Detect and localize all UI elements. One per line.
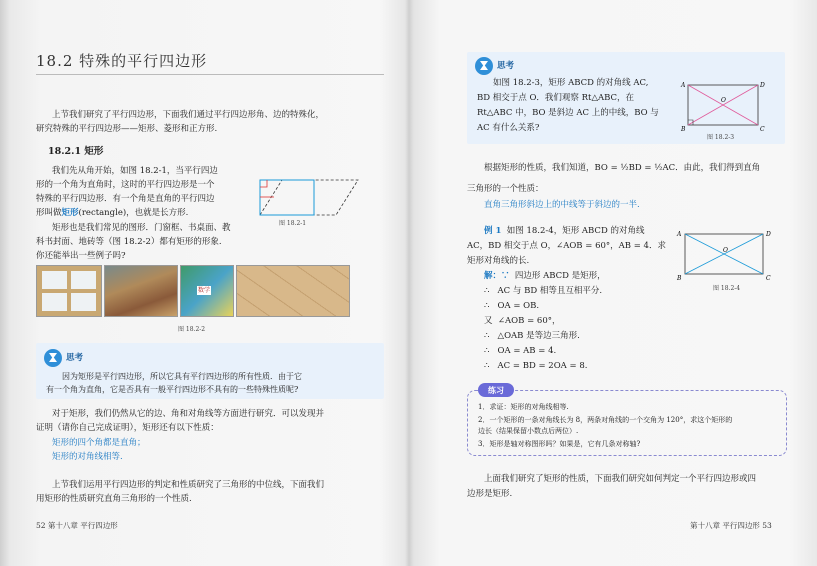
exercise-2b: 边长（结果保留小数点后两位）.: [478, 427, 579, 435]
sol-sym-2: ∴: [484, 286, 490, 296]
book-cover-label: 数学: [198, 287, 211, 294]
think-label-right: 思考: [497, 61, 515, 71]
solution-4: [484, 315, 561, 328]
sol-text-7: AC = BD = 2OA = 8.: [497, 361, 588, 371]
sol-sym-5: ∴: [484, 331, 490, 341]
intro-line-1: 上节我们研究了平行四边形，下面我们通过平行四边形角、边的特殊化，: [52, 110, 325, 120]
exercise-1: 1．求证：矩形的对角线相等.: [478, 403, 569, 411]
p1-line-3: 特殊的平行四边形．有一个角是直角的平行四边: [36, 194, 215, 204]
solution-3: [484, 300, 539, 313]
think-right-1: 如图 18.2-3，矩形 ABCD 的对角线 AC,: [493, 78, 649, 88]
exercise-2: 2．一个矩形的一条对角线长为 8，两条对角线的一个交角为 120°，求这个矩形的: [478, 416, 733, 424]
sol-sym-4: 又: [484, 316, 493, 326]
right-end-2: 边形是矩形.: [467, 489, 513, 499]
term-rectangle: 矩形: [61, 208, 79, 218]
section-heading: 18.2.1 矩形: [48, 146, 104, 157]
think-right-2: BD 相交于点 O．我们观察 Rt△ABC，在: [477, 93, 635, 103]
left-footer: 52 第十八章 平行四边形: [36, 521, 118, 530]
sol-text-3: OA = OB.: [497, 301, 540, 311]
sol-text-4: ∠AOB = 60°，: [497, 316, 561, 326]
sol-text-5: △OAB 是等边三角形.: [497, 331, 580, 341]
fig3-point-d: D: [760, 82, 765, 89]
fig3-caption: 图 18.2-3: [707, 134, 735, 141]
p2-line-1: 矩形也是我们常见的图形．门窗框、书桌面、教: [52, 223, 231, 233]
fig4-point-o: O: [723, 247, 728, 254]
p1-line-4-tail: (rectangle)，也就是长方形.: [78, 208, 189, 218]
fig4-point-c: C: [766, 275, 771, 282]
right-p1-a: 根据矩形的性质，我们知道，BO = ½BD = ½AC．由此，我们得到直角: [484, 163, 761, 173]
sol-text-6: OA = AB = 4.: [497, 346, 557, 356]
fig3-point-b: B: [681, 126, 686, 132]
p4-line-1: 上节我们运用平行四边形的判定和性质研究了三角形的中位线，下面我们: [52, 480, 325, 490]
exercise-3: 3．矩形是轴对称图形吗？如果是，它有几条对称轴?: [478, 440, 641, 448]
think-text-1: 因为矩形是平行四边形，所以它具有平行四边形的所有性质．由于它: [62, 372, 302, 381]
sol-text-2: AC 与 BD 相等且互相平分.: [497, 286, 603, 296]
figure-18-2-4: [675, 228, 775, 284]
solution-1: [484, 270, 606, 283]
example-line-1: [484, 225, 644, 238]
intro-line-2: 研究特殊的平行四边形——矩形、菱形和正方形.: [36, 124, 218, 134]
fig4-caption: 图 18.2-4: [713, 285, 741, 292]
think-right-4: AC 有什么关系?: [477, 123, 540, 133]
fig4-point-a: A: [677, 231, 682, 238]
p3-line-2: 证明（请你自己完成证明），矩形还有以下性质：: [36, 423, 219, 433]
solution-5: [484, 330, 580, 343]
exercise-label: 练习: [478, 383, 514, 397]
figure-18-2-3: [680, 80, 768, 132]
page-title: 18.2 特殊的平行四边形: [36, 52, 208, 70]
think-icon-right: [475, 57, 493, 75]
fig3-point-o: O: [721, 97, 726, 104]
example-line-3: 矩形对角线的长.: [467, 256, 530, 266]
solution-2: [484, 285, 602, 298]
right-property: 直角三角形斜边上的中线等于斜边的一半.: [484, 200, 640, 210]
right-p1-b: 三角形的一个性质：: [467, 184, 544, 194]
p4-line-2: 用矩形的性质研究直角三角形的一个性质.: [36, 494, 192, 504]
fig3-point-a: A: [681, 82, 686, 89]
exercise-box: [467, 385, 787, 456]
sol-sym-1: 解：∵: [484, 271, 510, 281]
fig1-caption: 图 18.2-1: [279, 220, 307, 227]
sol-text-1: 四边形 ABCD 是矩形，: [514, 271, 606, 281]
sol-sym-7: ∴: [484, 361, 490, 371]
fig4-point-d: D: [766, 231, 771, 238]
think-label: 思考: [66, 353, 84, 363]
p1-line-1: 我们先从角开始，如图 18.2-1，当平行四边: [52, 166, 218, 176]
p2-line-2: 科书封面、地砖等（图 18.2-2）都有矩形的形象.: [36, 237, 222, 247]
property-1: 矩形的四个角都是直角；: [52, 438, 146, 448]
example-text-1: 如图 18.2-4，矩形 ABCD 的对角线: [506, 226, 645, 236]
sol-sym-6: ∴: [484, 346, 490, 356]
fig2-caption: 图 18.2-2: [178, 326, 206, 333]
p2-line-3: 你还能举出一些例子吗?: [36, 251, 126, 261]
fig4-point-b: B: [677, 275, 682, 282]
sol-sym-3: ∴: [484, 301, 490, 311]
solution-7: [484, 360, 587, 373]
p3-line-1: 对于矩形，我们仍然从它的边、角和对角线等方面进行研究．可以发现并: [52, 409, 325, 419]
right-footer: 第十八章 平行四边形 53: [690, 521, 772, 530]
think-right-3: Rt△ABC 中，BO 是斜边 AC 上的中线，BO 与: [477, 108, 659, 118]
solution-6: [484, 345, 556, 358]
p1-line-4-text: 形叫做: [36, 208, 62, 218]
fig3-point-c: C: [760, 126, 765, 132]
right-end-1: 上面我们研究了矩形的性质，下面我们研究如何判定一个平行四边形或四: [484, 474, 757, 484]
property-2: 矩形的对角线相等.: [52, 452, 123, 462]
think-text-2: 有一个角为直角，它是否具有一般平行四边形不具有的一些特殊性质呢?: [46, 385, 299, 394]
example-line-2: AC，BD 相交于点 O，∠AOB = 60°，AB = 4．求: [467, 241, 666, 251]
example-label: 例 1: [484, 226, 502, 236]
p1-line-2: 形的一个角为直角时，这时的平行四边形是一个: [36, 180, 215, 190]
